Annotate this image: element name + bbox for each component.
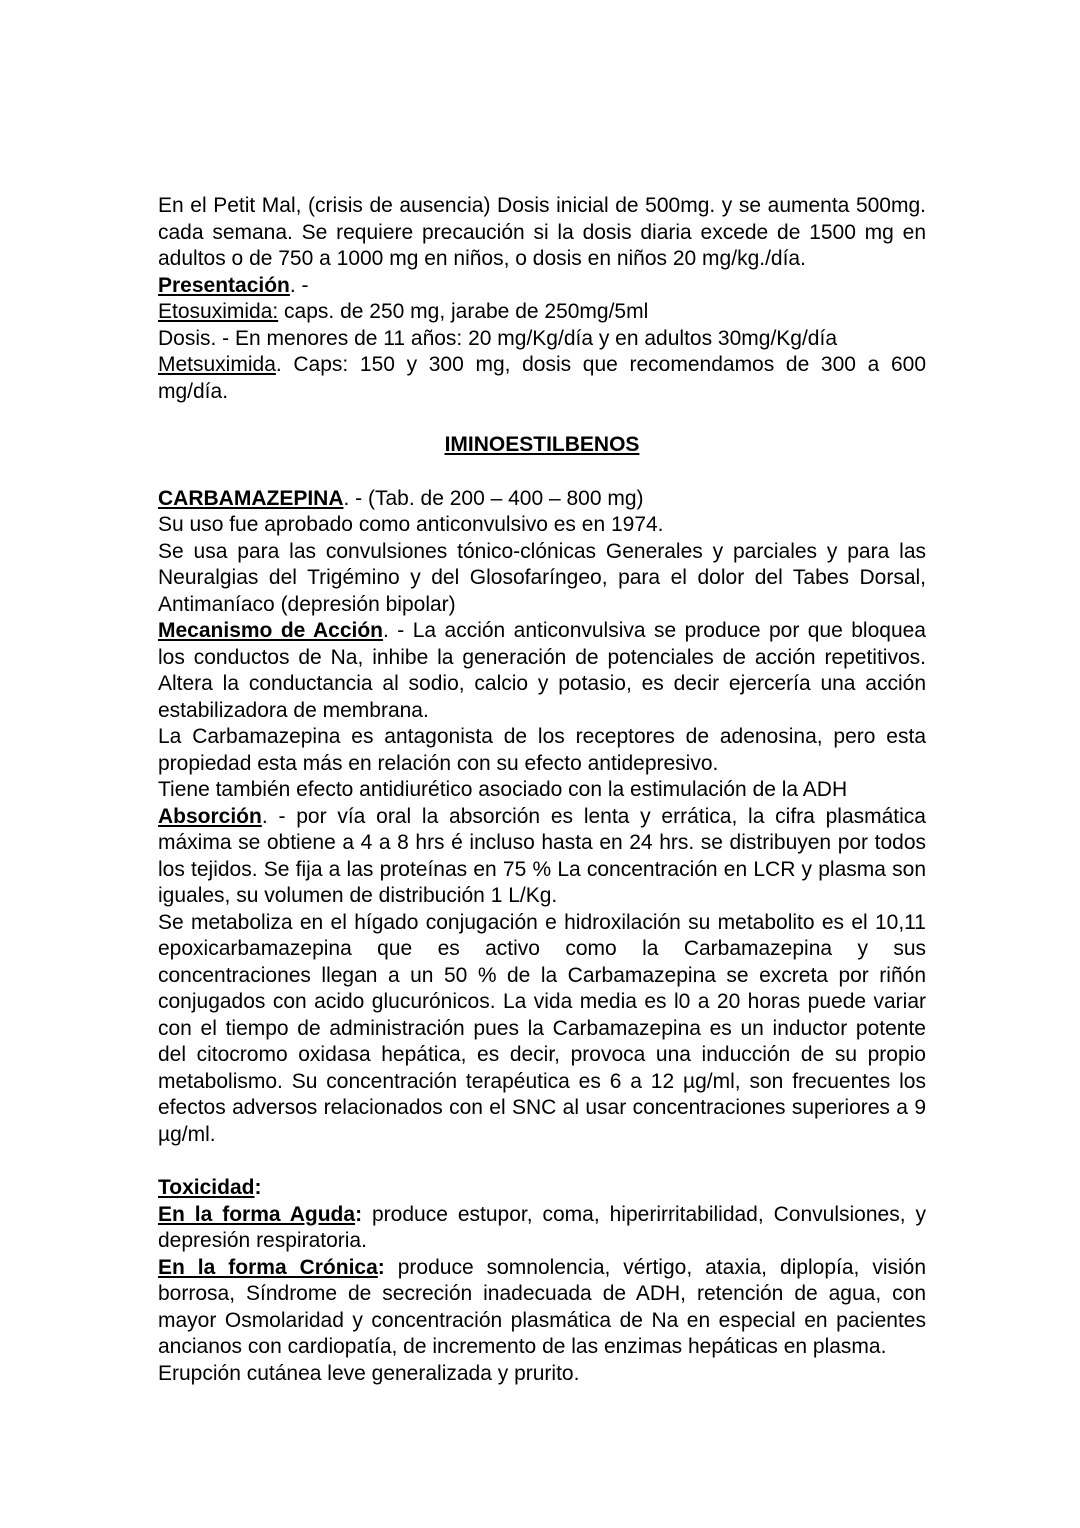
toxicidad-aguda-paragraph-run: En la forma Aguda [158, 1202, 356, 1226]
iminoestilbenos-section-heading [158, 432, 926, 459]
carbamazepina-approval-line-run: Su uso fue aprobado como anticonvulsivo es en 1974. [158, 513, 664, 536]
etosuximida-presentation-line [158, 299, 926, 326]
etosuximida-dose-line [158, 326, 926, 353]
toxicidad-heading-run: Toxicidad [158, 1176, 255, 1199]
metabolismo-paragraph [158, 910, 926, 1149]
etosuximida-presentation-line-run: caps. de 250 mg, jarabe de 250mg/5ml [278, 300, 649, 323]
carbamazepina-heading-line [158, 486, 926, 513]
toxicidad-cronica-paragraph-run: : [377, 1255, 385, 1279]
iminoestilbenos-section-heading-run: IMINOESTILBENOS [444, 433, 640, 456]
carbamazepina-approval-line [158, 512, 926, 539]
metabolismo-paragraph-run: Se metaboliza en el hígado conjugación e hidroxilación su metabolito es el 10,11 epoxicarbamazepina que es activo como la Carbamazepina y sus concentraciones llegan a un 50 % de la Carbamazepina se excreta por riñón conjugados con acido glucurónicos. La vida media es l0 a 20 horas puede variar con el tiempo de administración pues la Carbamazepina es un inductor potente del citocromo oxidasa hepática, es decir, provoca una inducción de su propio metabolismo. Su concentración terapéutica es 6 a 12 µg/ml, son frecuentes los efectos adversos relacionados con el SNC al usar concentraciones superiores a 9 µg/ml. [158, 910, 926, 1146]
toxicidad-aguda-paragraph-run: produce estupor, coma, hiperirritabilidad, Convulsiones, y depresión respiratoria. [158, 1202, 926, 1252]
adenosina-paragraph [158, 724, 926, 777]
mecanismo-de-accion-paragraph-run: . - La acción anticonvulsiva se produce por que bloquea los conductos de Na, inhibe la generación de potenciales de acción repetitivos. Altera la conductancia al sodio, calcio y potasio, es decir ejercería una acción estabilizadora de membrana. [158, 619, 926, 722]
toxicidad-aguda-paragraph [158, 1202, 926, 1255]
carbamazepina-heading-line-run: CARBAMAZEPINA [158, 486, 344, 510]
absorcion-paragraph-run: . - por vía oral la absorción es lenta y errática, la cifra plasmática máxima se obtiene a 4 a 8 hrs é incluso hasta en 24 hrs. se distribuyen por todos los tejidos. Se fija a las proteínas en 75 % La concentración en LCR y plasma son iguales, su volumen de distribución 1 L/Kg. [158, 804, 926, 907]
metsuximida-line-run: Metsuximida [158, 353, 276, 376]
mecanismo-de-accion-paragraph [158, 618, 926, 724]
antidiuretico-line-run: Tiene también efecto antidiurético asociado con la estimulación de la ADH [158, 778, 848, 801]
toxicidad-heading [158, 1175, 926, 1202]
toxicidad-cronica-paragraph-run: En la forma Crónica [158, 1255, 378, 1279]
erupcion-line-run: Erupción cutánea leve generalizada y prurito. [158, 1361, 580, 1385]
absorcion-paragraph [158, 804, 926, 910]
presentacion-heading-run: . - [289, 273, 309, 297]
petit-mal-dosing-paragraph-run: En el Petit Mal, (crisis de ausencia) Dosis inicial de 500mg. y se aumenta 500mg. cada semana. Se requiere precaución si la dosis diaria excede de 1500 mg en adultos o de 750 a 1000 mg en niños, o dosis en niños 20 mg/kg./día. [158, 194, 926, 270]
absorcion-paragraph-run: Absorción [158, 804, 262, 828]
toxicidad-cronica-paragraph [158, 1255, 926, 1361]
toxicidad-aguda-paragraph-run: : [355, 1202, 363, 1226]
toxicidad-cronica-paragraph-run: produce somnolencia, vértigo, ataxia, diplopía, visión borrosa, Síndrome de secreción inadecuada de ADH, retención de agua, con mayor Osmolaridad y concentración plasmática de Na en especial en pacientes ancianos con cardiopatía, de incremento de las enzimas hepáticas en plasma. [158, 1255, 927, 1358]
etosuximida-dose-line-run: Dosis. - En menores de 11 años: 20 mg/Kg/día y en adultos 30mg/Kg/día [158, 326, 838, 350]
adenosina-paragraph-run: La Carbamazepina es antagonista de los receptores de adenosina, pero esta propiedad esta más en relación con su efecto antidepresivo. [158, 725, 926, 775]
metsuximida-line [158, 352, 926, 405]
toxicidad-heading-run: : [254, 1176, 262, 1199]
metsuximida-line-run: . Caps: 150 y 300 mg, dosis que recomendamos de 300 a 600 mg/día. [158, 353, 926, 403]
presentacion-heading-run: Presentación [158, 273, 290, 297]
document-text-column [158, 193, 926, 1387]
antidiuretico-line [158, 777, 926, 804]
erupcion-line [158, 1361, 926, 1388]
petit-mal-dosing-paragraph [158, 193, 926, 273]
carbamazepina-uses-paragraph-run: Se usa para las convulsiones tónico-clónicas Generales y parciales y para las Neuralgias del Trigémino y del Glosofaríngeo, para el dolor del Tabes Dorsal, Antimaníaco (depresión bipolar) [158, 539, 926, 616]
etosuximida-presentation-line-run: Etosuximida: [158, 300, 279, 323]
mecanismo-de-accion-paragraph-run: Mecanismo de Acción [158, 619, 383, 642]
presentacion-heading [158, 273, 926, 300]
carbamazepina-heading-line-run: . - (Tab. de 200 – 400 – 800 mg) [343, 486, 644, 510]
carbamazepina-uses-paragraph [158, 539, 926, 619]
